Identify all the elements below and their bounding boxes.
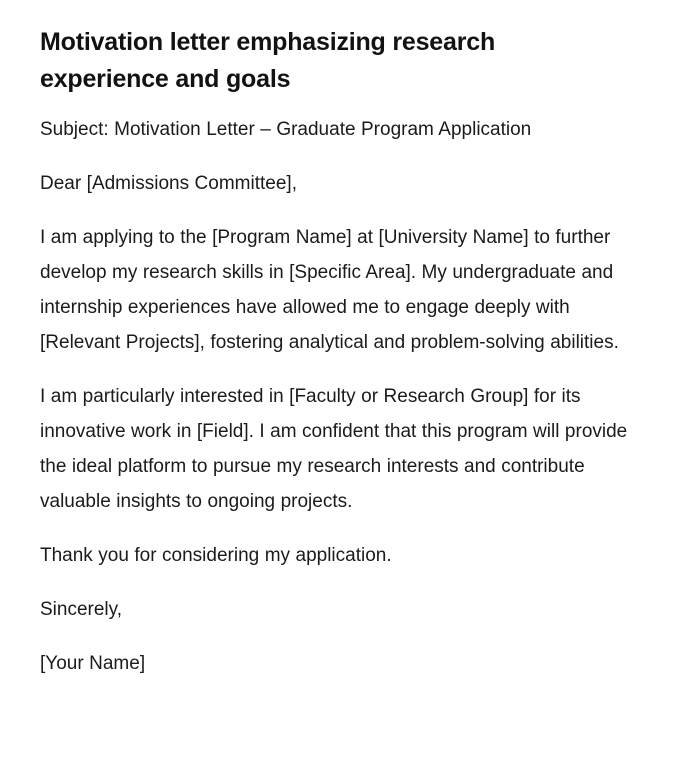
signature-name: [Your Name]: [40, 653, 146, 674]
subject-line: Subject: Motivation Letter – Graduate Program Application: [40, 119, 532, 140]
sign-off: Sincerely,: [40, 599, 123, 620]
salutation: Dear [Admissions Committee],: [40, 173, 297, 194]
body-paragraph-2: I am particularly interested in [Faculty or Research Group] for its innovative work in [Field]. I am confident that this program will provide the ideal platform to pursue my research interests and contribute valuable insights to ongoing projects.: [40, 386, 628, 512]
page-title: Motivation letter emphasizing research experience and goals: [40, 28, 496, 93]
letter-body: [40, 112, 655, 681]
body-paragraph-1: I am applying to the [Program Name] at [University Name] to further develop my research skills in [Specific Area]. My undergraduate and internship experiences have allowed me to engage deeply with [Relevant Projects], fostering analytical and problem-solving abilities.: [40, 227, 619, 353]
closing-thanks: Thank you for considering my application.: [40, 545, 392, 566]
